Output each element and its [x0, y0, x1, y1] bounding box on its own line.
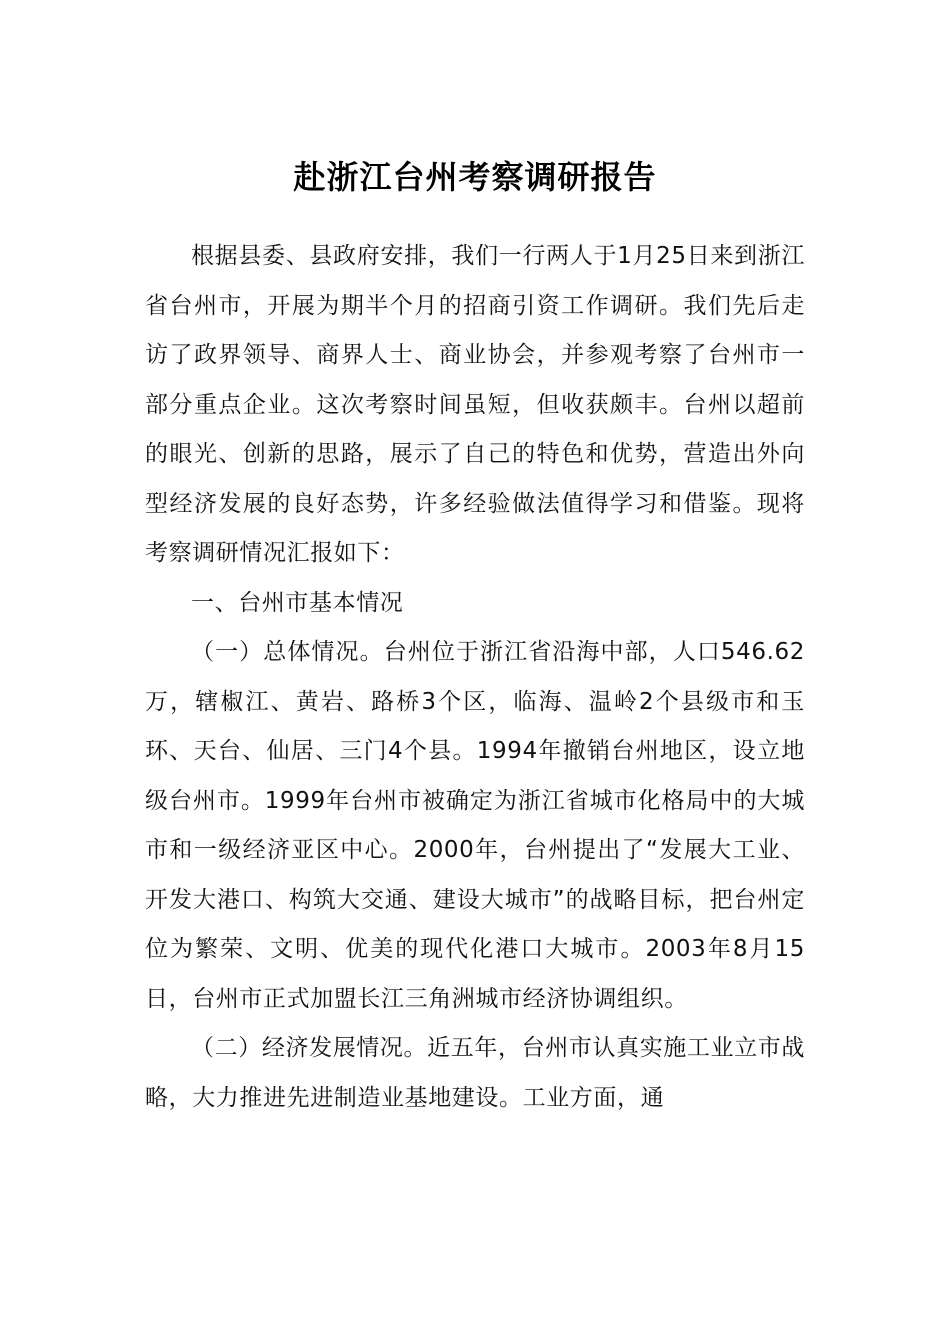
document-title: 赴浙江台州考察调研报告 — [293, 158, 657, 196]
section-heading: 一、台州市基本情况 — [191, 589, 404, 616]
overview-paragraph: （一）总体情况。台州位于浙江省沿海中部，人口546.62万，辖椒江、黄岩、路桥3个区，临海、温岭2个县级市和玉环、天台、仙居、三门4个县。1994年撤销台州地区，设立地级台州市。1999年台州市被确定为浙江省城市化格局中的大城市和一级经济亚区中心。2000年，台州提出了“发展大工业、开发大港口、构筑大交通、建设大城市”的战略目标，把台州定位为繁荣、文明、优美的现代化港口大城市。2003年8月15日，台州市正式加盟长江三角洲城市经济协调组织。 — [145, 639, 805, 1012]
document-body — [145, 232, 805, 1123]
intro-paragraph: 根据县委、县政府安排，我们一行两人于1月25日来到浙江省台州市，开展为期半个月的招商引资工作调研。我们先后走访了政界领导、商界人士、商业协会，并参观考察了台州市一部分重点企业。这次考察时间虽短，但收获颇丰。台州以超前的眼光、创新的思路，展示了自己的特色和优势，营造出外向型经济发展的良好态势，许多经验做法值得学习和借鉴。现将考察调研情况汇报如下： — [145, 243, 805, 566]
economy-paragraph: （二）经济发展情况。近五年，台州市认真实施工业立市战略，大力推进先进制造业基地建设。工业方面，通 — [145, 1035, 805, 1111]
